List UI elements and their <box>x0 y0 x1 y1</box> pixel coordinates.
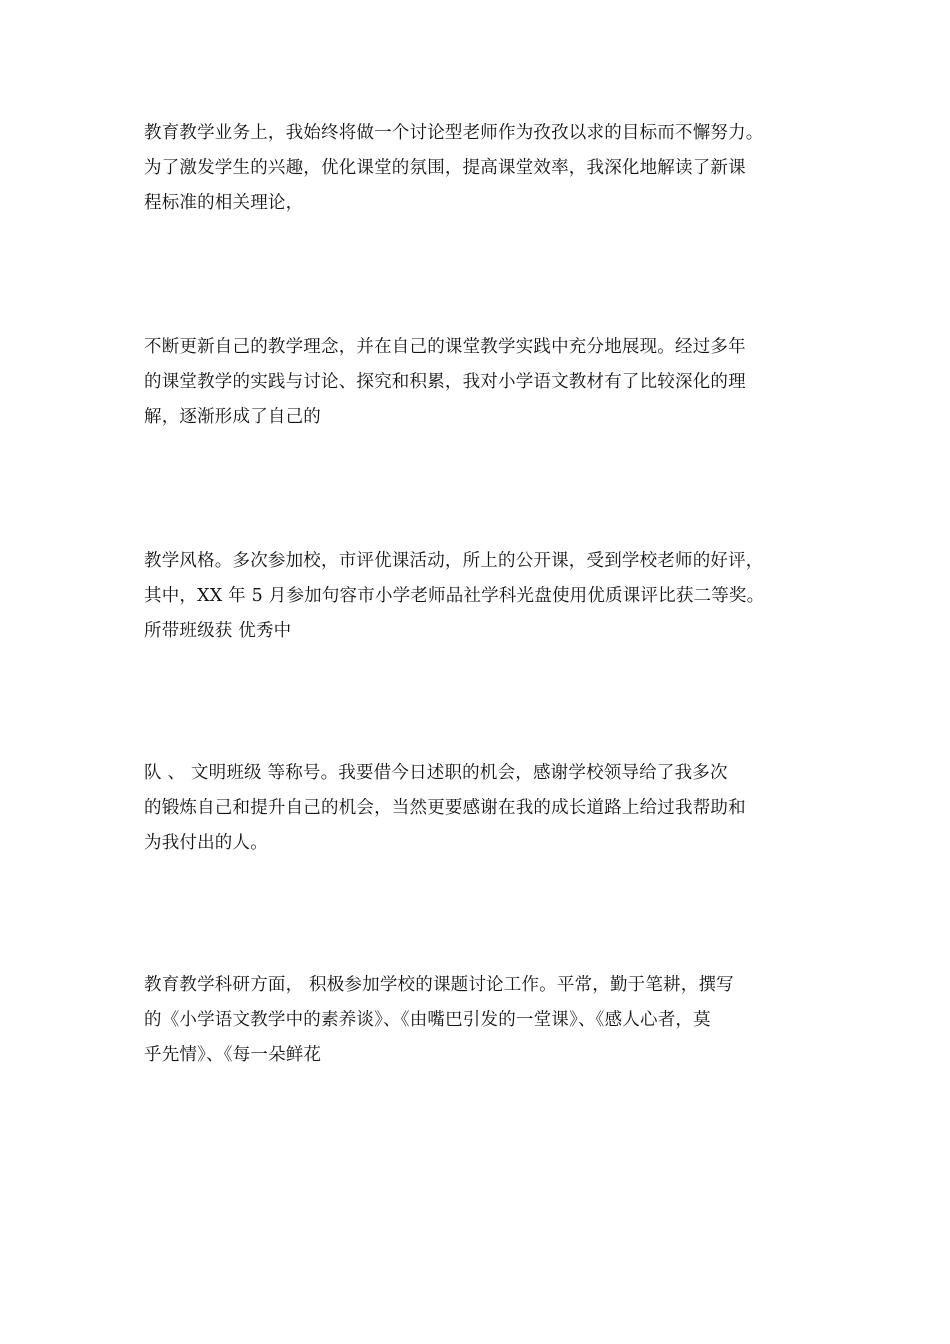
paragraph-line: 为了激发学生的兴趣，优化课堂的氛围，提高课堂效率，我深化地解读了新课 <box>144 158 746 178</box>
paragraph-teaching-business <box>144 116 844 221</box>
paragraph-line: 的锻炼自己和提升自己的机会，当然更要感谢在我的成长道路上给过我帮助和 <box>144 798 746 818</box>
paragraph-honors-thanks <box>144 756 844 861</box>
paragraph-line: 教学风格。多次参加校，市评优课活动，所上的公开课，受到学校老师的好评， <box>144 551 764 571</box>
paragraph-line: 其中，XX 年 5 月参加句容市小学老师品社学科光盘使用优质课评比获二等奖。 <box>144 586 765 606</box>
paragraph-line: 程标准的相关理论， <box>144 193 304 213</box>
paragraph-line: 为我付出的人。 <box>144 833 268 853</box>
paragraph-line: 教育教学科研方面， 积极参加学校的课题讨论工作。平常，勤于笔耕，撰写 <box>144 975 734 995</box>
paragraph-line: 的《小学语文教学中的素养谈》、《由嘴巴引发的一堂课》、《感人心者，莫 <box>144 1010 711 1030</box>
paragraph-line: 教育教学业务上，我始终将做一个讨论型老师作为孜孜以求的目标而不懈努力。 <box>144 123 764 143</box>
paragraph-line: 所带班级获 优秀中 <box>144 621 292 641</box>
paragraph-teaching-style <box>144 544 844 649</box>
paragraph-research <box>144 968 844 1073</box>
paragraph-line: 解，逐渐形成了自己的 <box>144 407 321 427</box>
paragraph-line: 不断更新自己的教学理念，并在自己的课堂教学实践中充分地展现。经过多年 <box>144 337 746 357</box>
paragraph-line: 队 、 文明班级 等称号。我要借今日述职的机会，感谢学校领导给了我多次 <box>144 763 728 783</box>
paragraph-teaching-concept <box>144 330 844 435</box>
paragraph-line: 的课堂教学的实践与讨论、探究和积累，我对小学语文教材有了比较深化的理 <box>144 372 746 392</box>
paragraph-line: 乎先情》、《每一朵鲜花 <box>144 1045 322 1065</box>
